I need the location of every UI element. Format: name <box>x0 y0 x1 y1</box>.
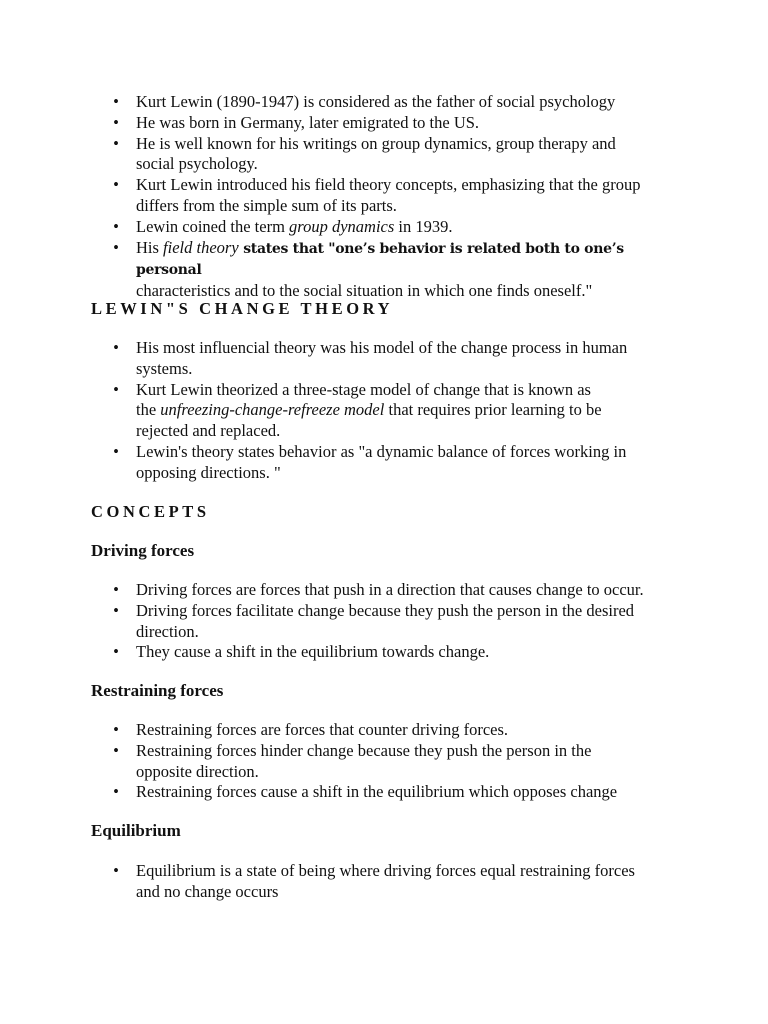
list-item-text: in 1939. <box>394 216 453 236</box>
restraining-forces-list <box>0 720 680 803</box>
list-item-text: social psychology. <box>136 154 258 174</box>
list-item-text: Kurt Lewin introduced his field theory concepts, emphasizing that the group <box>136 175 641 195</box>
italic-term: group dynamics <box>289 216 395 236</box>
driving-forces-list <box>0 580 680 663</box>
list-item-text: Lewin's theory states behavior as "a dynamic balance of forces working in <box>136 441 627 461</box>
section-heading-change-theory: LEWIN"S CHANGE THEORY <box>91 299 394 318</box>
change-theory-list <box>0 338 680 484</box>
list-item <box>0 113 680 134</box>
list-item-text: Kurt Lewin (1890-1947) is considered as the father of social psychology <box>136 92 616 111</box>
subheading-restraining-forces: Restraining forces <box>91 681 224 700</box>
list-item-text: Kurt Lewin theorized a three-stage model of change that is known as <box>136 379 591 399</box>
italic-term: unfreezing-change-refreeze model <box>160 400 385 420</box>
bullet-icon: • <box>113 379 119 399</box>
list-item <box>0 175 680 217</box>
list-item-text: and no change occurs <box>136 881 279 901</box>
list-item <box>0 601 680 643</box>
list-item-text: systems. <box>136 358 193 378</box>
bullet-icon: • <box>113 740 119 760</box>
list-item <box>0 134 680 176</box>
list-item-text: He is well known for his writings on group dynamics, group therapy and <box>136 133 616 153</box>
bullet-icon: • <box>113 133 119 153</box>
list-item <box>0 217 680 238</box>
bullet-icon: • <box>113 92 119 111</box>
bullet-icon: • <box>113 642 119 662</box>
bullet-icon: • <box>113 216 119 236</box>
list-item-text: direction. <box>136 621 199 641</box>
bold-quote: states that "one’s behavior is related both to one’s personal <box>136 240 624 279</box>
list-item-text: that requires prior learning to be <box>384 400 602 420</box>
bullet-icon: • <box>113 600 119 620</box>
list-item-text: characteristics and to the social situation in which one finds oneself." <box>136 281 593 301</box>
list-item-text: His <box>136 237 164 257</box>
equilibrium-list <box>0 861 680 903</box>
bullet-icon: • <box>113 175 119 195</box>
bullet-icon: • <box>113 338 119 357</box>
section-heading-concepts: CONCEPTS <box>91 502 210 521</box>
intro-list <box>0 92 680 302</box>
list-item <box>0 442 680 484</box>
list-item <box>0 92 680 113</box>
list-item <box>0 782 680 803</box>
list-item-text: the <box>136 400 161 420</box>
list-item <box>0 720 680 741</box>
list-item-text: Equilibrium is a state of being where driving forces equal restraining forces <box>136 861 635 880</box>
list-item-text: His most influencial theory was his model of the change process in human <box>136 338 628 357</box>
list-item <box>0 741 680 783</box>
list-item-text: They cause a shift in the equilibrium towards change. <box>136 642 490 662</box>
bullet-icon: • <box>113 861 119 880</box>
list-item-text: Restraining forces hinder change because they push the person in the <box>136 740 592 760</box>
list-item-text: Lewin coined the term <box>136 216 290 236</box>
subheading-equilibrium: Equilibrium <box>91 821 181 840</box>
bullet-icon: • <box>113 720 119 739</box>
bullet-icon: • <box>113 112 119 132</box>
list-item-text: Driving forces facilitate change because they push the person in the desired <box>136 600 635 620</box>
list-item <box>0 642 680 663</box>
list-item-text: Restraining forces cause a shift in the equilibrium which opposes change <box>136 782 618 802</box>
list-item-text: He was born in Germany, later emigrated to the US. <box>136 112 480 132</box>
list-item-text: opposite direction. <box>136 761 259 781</box>
list-item <box>0 861 680 903</box>
bullet-icon: • <box>113 782 119 802</box>
bullet-icon: • <box>113 237 119 257</box>
list-item-text: Driving forces are forces that push in a direction that causes change to occur. <box>136 580 644 599</box>
list-item <box>0 238 680 302</box>
list-item-text: rejected and replaced. <box>136 421 281 441</box>
list-item-text: opposing directions. " <box>136 462 281 482</box>
list-item-text: differs from the simple sum of its parts. <box>136 195 397 215</box>
italic-term: field theory <box>163 237 239 257</box>
list-item <box>0 580 680 601</box>
bullet-icon: • <box>113 580 119 599</box>
list-item-text: Restraining forces are forces that counter driving forces. <box>136 720 509 739</box>
list-item <box>0 338 680 380</box>
list-item <box>0 380 680 442</box>
bullet-icon: • <box>113 441 119 461</box>
subheading-driving-forces: Driving forces <box>91 541 195 560</box>
